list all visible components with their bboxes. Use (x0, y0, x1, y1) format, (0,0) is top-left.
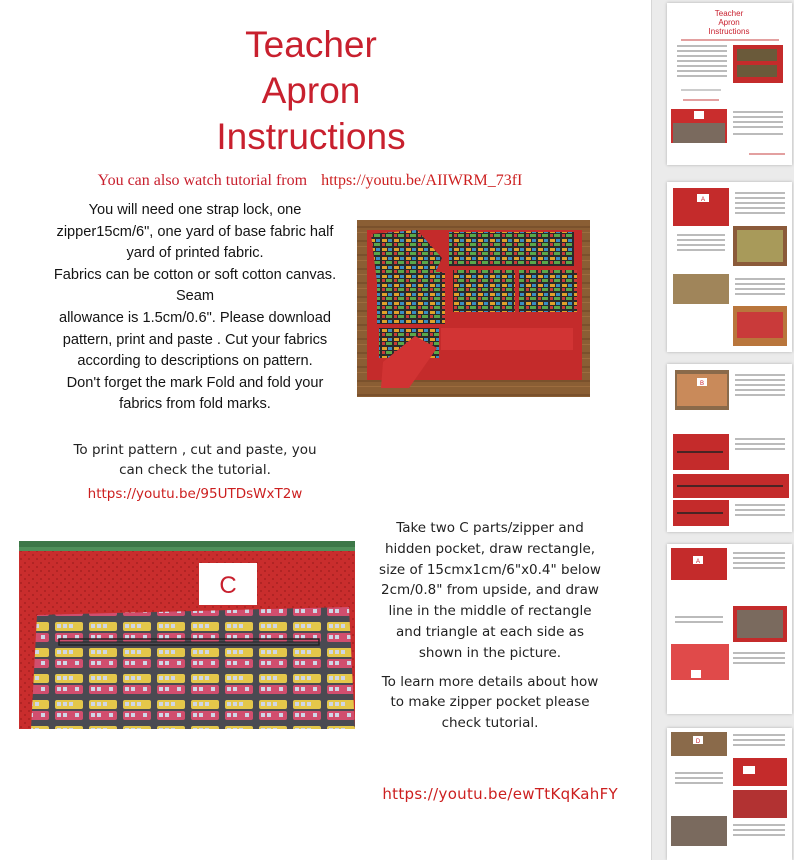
text-line: You will need one strap lock, one (88, 202, 302, 218)
text-line: according to descriptions on pattern. (77, 353, 313, 370)
thumbnail-page-3[interactable] (667, 364, 792, 532)
title-line: Instructions (216, 116, 406, 157)
watch-text: You can also watch tutorial from (97, 172, 308, 189)
title-line: Apron (261, 70, 361, 111)
thumbnail-page-1[interactable] (667, 3, 792, 165)
thumbnail-page-2[interactable] (667, 182, 792, 352)
cut-fabrics-photo (357, 220, 590, 397)
page-title (170, 22, 452, 160)
text-line: Take two C parts/zipper and (396, 520, 584, 536)
thumbnail-page-5[interactable] (667, 728, 792, 860)
title-line: Teacher (245, 24, 377, 65)
text-line: zipper15cm/6", one yard of base fabric half (56, 223, 334, 240)
text-line: check tutorial. (441, 715, 539, 732)
text-line: Fabrics can be cotton or soft cotton canvas. (53, 266, 337, 283)
text-line: yard of printed fabric. (126, 245, 264, 262)
text-line: Seam (175, 288, 215, 305)
text-line: To print pattern , cut and paste, you (73, 442, 317, 458)
thumbnail-page-4[interactable] (667, 544, 792, 714)
materials-paragraph (40, 200, 350, 416)
zipper-pocket-photo (19, 541, 355, 729)
text-line: line in the middle of rectangle (388, 603, 592, 620)
watch-tutorial-line (40, 172, 580, 190)
thumb-label: B (699, 381, 705, 387)
thumb-title-line: Instructions (708, 27, 750, 36)
print-pattern-paragraph (40, 440, 350, 480)
thumb-title-line: Apron (718, 18, 740, 27)
text-line: allowance is 1.5cm/0.6". Please download (58, 309, 332, 326)
print-pattern-link[interactable]: https://youtu.be/95UTDsWxT2w (87, 486, 303, 502)
thumb-label: A (695, 559, 701, 565)
text-line: fabrics from fold marks. (119, 396, 271, 413)
text-line: To learn more details about how (381, 673, 599, 690)
thumbnail-sidebar (652, 0, 794, 860)
text-line: to make zipper pocket please (390, 694, 590, 711)
zipper-instructions (370, 518, 610, 734)
text-line: can check the tutorial. (119, 462, 271, 478)
text-line: size of 15cmx1cm/6"x0.4" below (379, 561, 601, 578)
text-line: Don't forget the mark Fold and fold your (66, 374, 324, 391)
text-line: pattern, print and paste . Cut your fabrics (62, 331, 328, 348)
watch-tutorial-link[interactable]: https://youtu.be/AIIWRM_73fI (321, 172, 523, 189)
thumb-label: D (695, 739, 701, 745)
thumb-title-line: Teacher (714, 9, 744, 18)
text-line: shown in the picture. (418, 644, 562, 661)
photo-label-c: C (219, 572, 237, 599)
text-line: hidden pocket, draw rectangle, (384, 540, 596, 557)
zipper-tutorial-link[interactable]: https://youtu.be/ewTtKqKahFY (382, 785, 618, 803)
thumb-label: A (700, 197, 706, 203)
text-line: 2cm/0.8" from upside, and draw (381, 582, 599, 599)
text-line: and triangle at each side as (396, 623, 584, 640)
